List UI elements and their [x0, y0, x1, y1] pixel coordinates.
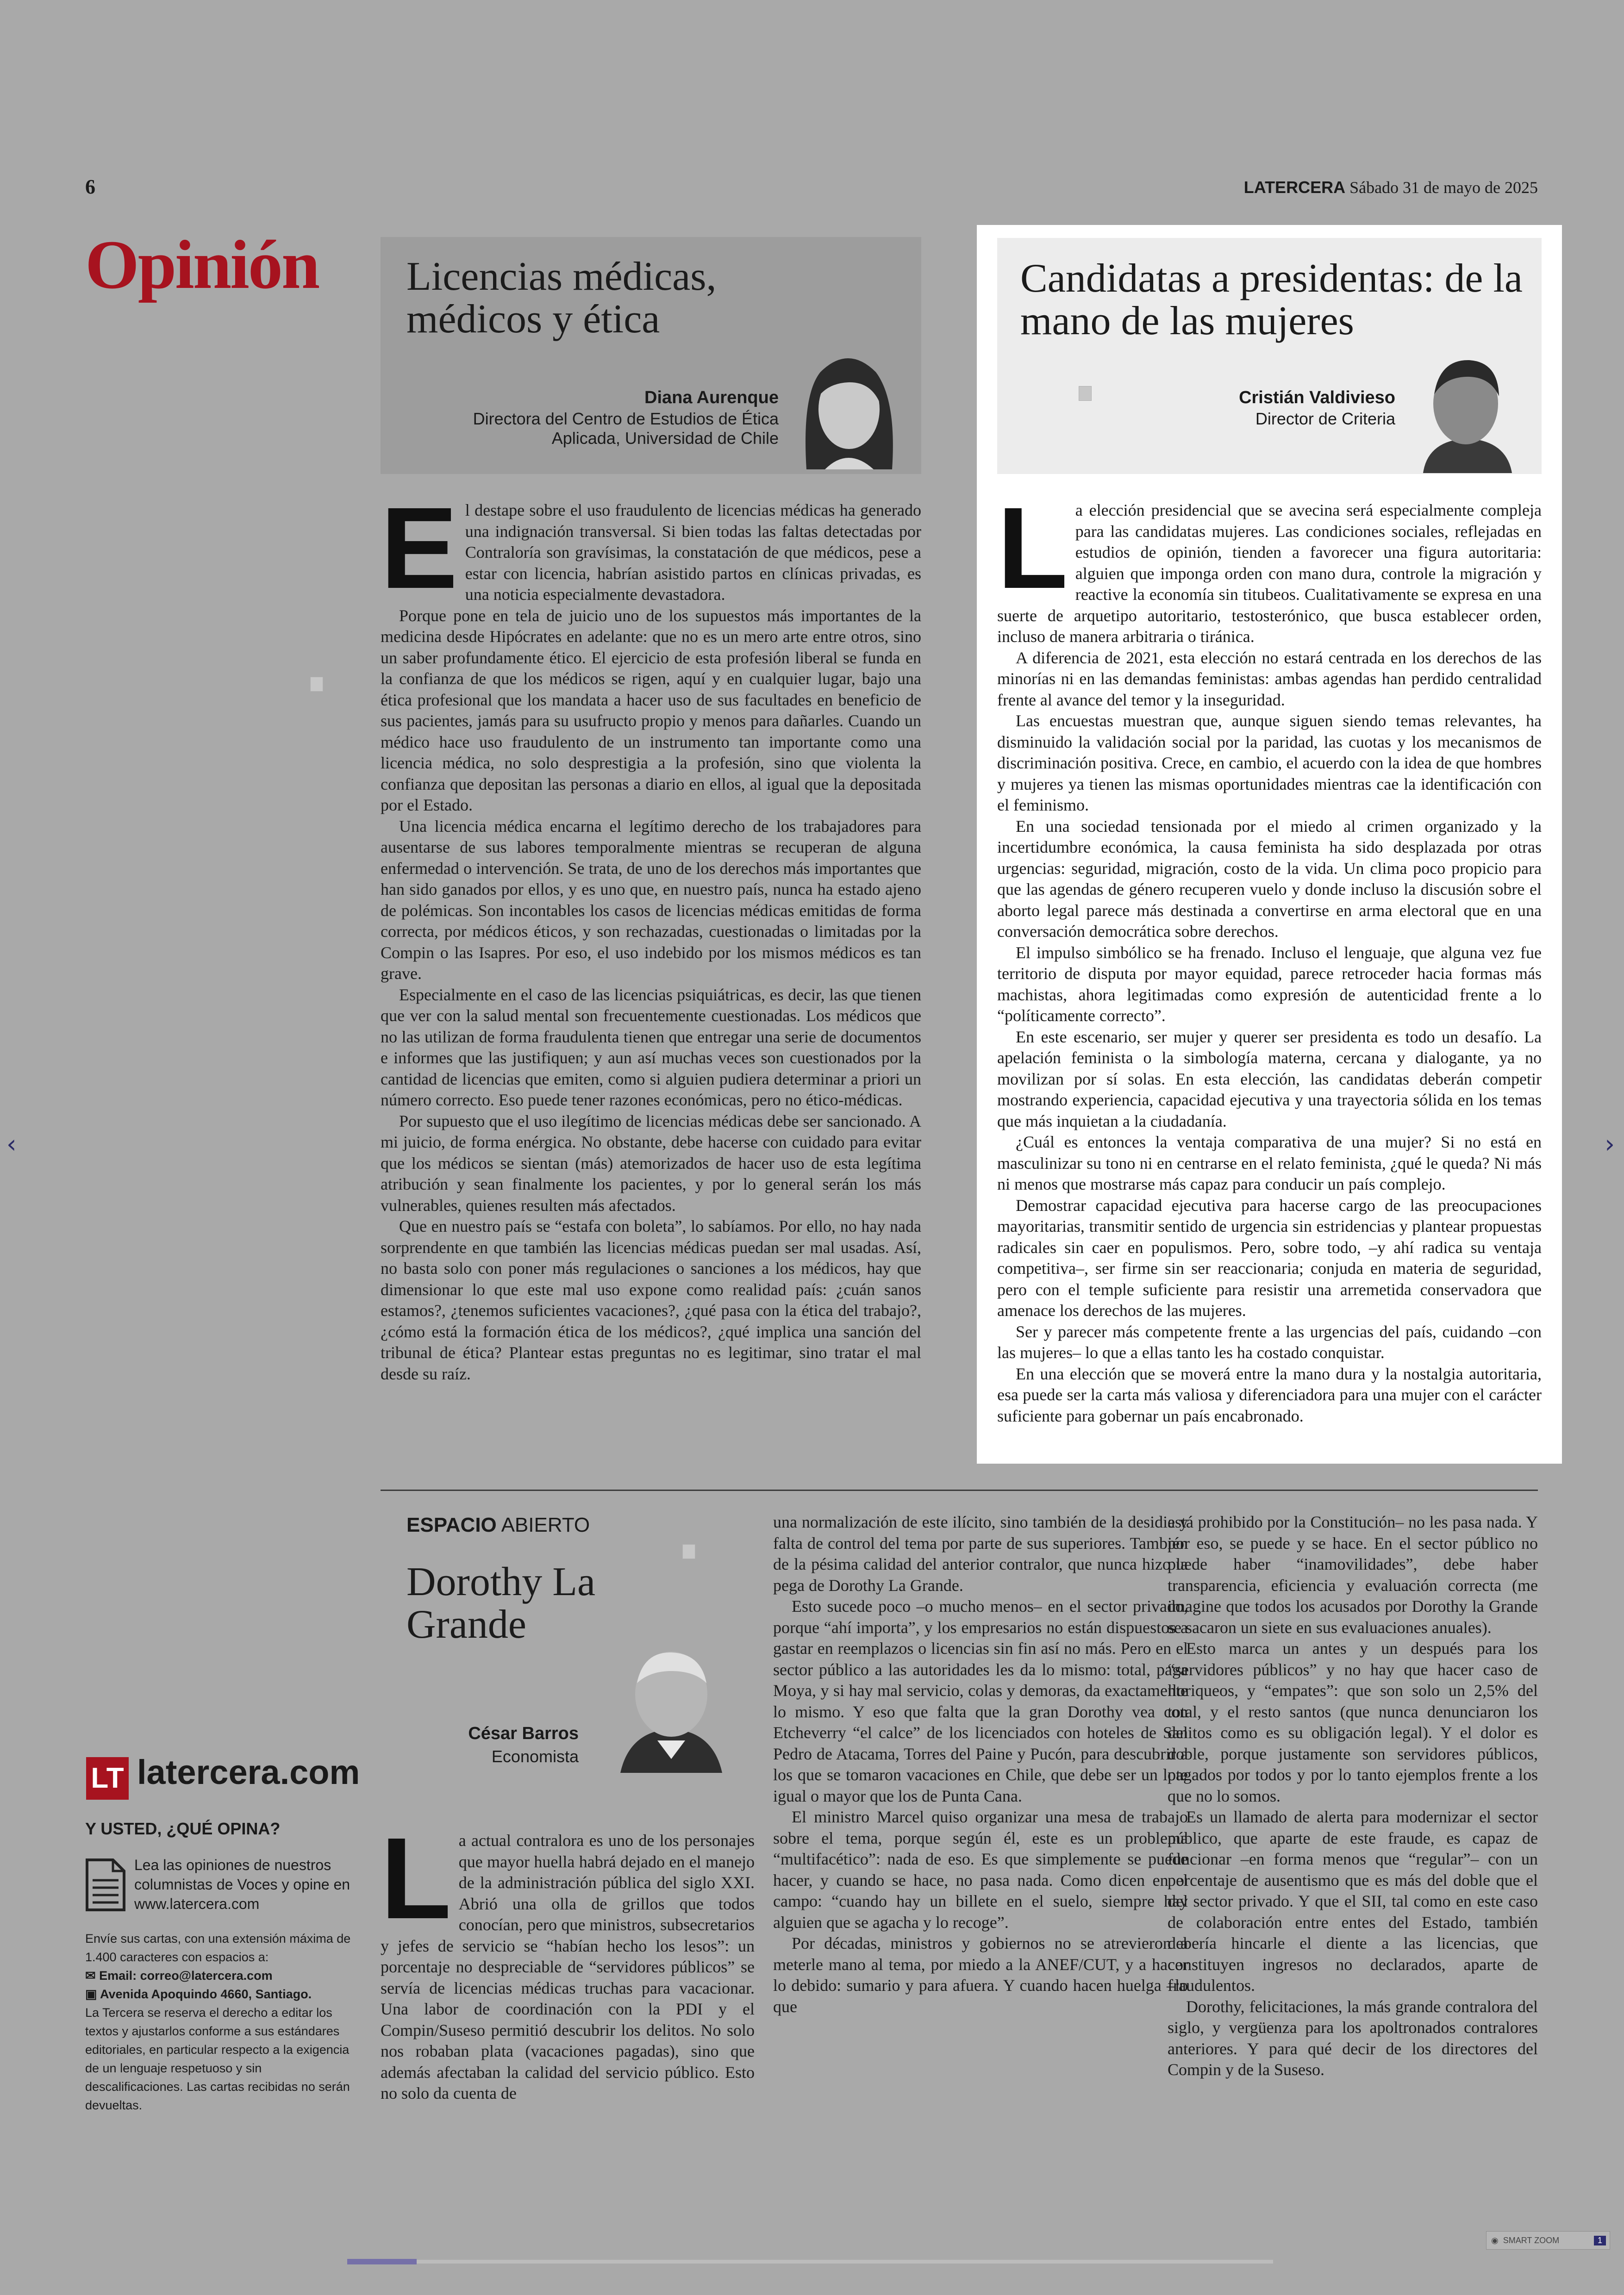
author-portrait-valdivieso — [1414, 348, 1520, 473]
article-bottom-title: Dorothy La Grande — [406, 1559, 596, 1647]
address-text: Avenida Apoquindo 4660, Santiago. — [100, 1987, 312, 2001]
opinion-heading: Y USTED, ¿QUÉ OPINA? — [85, 1819, 281, 1838]
edition-date: Sábado 31 de mayo de 2025 — [1349, 178, 1538, 197]
annotation-icon[interactable] — [682, 1544, 695, 1559]
contact-address — [85, 1985, 358, 2003]
paragraph: Esto marca un antes y un después para los “servidores públicos” y no hay que hacer caso de lloriqueos, y “empates”: que son solo un 2,5% del total, y el resto santos (que nunca denunciaron los delitos como es su obligación legal). Y el dolor es doble, porque justamente son servidores públicos, pagados por todos y por lo tanto ejemplos frente a los que no lo somos. — [1168, 1639, 1538, 1805]
article-left-body — [381, 483, 921, 1384]
annotation-icon[interactable] — [1079, 386, 1092, 401]
paragraph: a elección presidencial que se avecina será especialmente compleja para las candidatas mujeres. Las condiciones sociales, reflejadas en estudios de opinión, tienden a favorecer una figura autoritaria: alguien que imponga orden con mano dura, controle la migración y reactive la economía sin titubeos. Cualitativamente se expresa en una suerte de arquetipo autoritario, testosterónico, que busca establecer orden, incluso de manera arbitraria o tiránica. — [997, 501, 1542, 646]
article-right-body — [997, 483, 1542, 1427]
paragraph: una normalización de este ilícito, sino también de la desidia y falta de control del tema por parte de sus superiores. También de la pésima calidad del anterior contralor, que nunca hizo la pega de Dorothy La Grande. — [773, 1513, 1188, 1595]
article-left-header — [381, 237, 921, 474]
next-page-button[interactable]: › — [1605, 1129, 1615, 1159]
section-divider — [381, 1490, 1538, 1491]
paragraph: está prohibido por la Constitución– no les pasa nada. Y por eso, se puede y se hace. En el sector público no puede haber “inamovilidades”, debe haber transparencia, eficiencia y evaluación correcta (me imagine que todos los acusados por Dorothy la Grande se sacaron un siete en sus evaluaciones anuales). — [1168, 1513, 1538, 1637]
article-bottom-kicker — [406, 1514, 590, 1537]
email-text: Email: correo@latercera.com — [99, 1969, 273, 1983]
smart-zoom-count: 1 — [1594, 2236, 1606, 2245]
drop-cap: L — [997, 483, 1068, 612]
site-name: latercera.com — [137, 1753, 360, 1791]
paragraph: l destape sobre el uso fraudulento de licencias médicas ha generado una indignación transversal. Si bien todas las faltas detectadas por Contraloría son gravísimas, la constatación de que médicos, pese a estar con licencia, habrían asistido partos en clínicas privadas, es una noticia especialmente devastadora. — [465, 501, 921, 604]
paragraph: Dorothy, felicitaciones, la más grande contralora del siglo, y vergüenza para los apoltronados contralores anteriores. Y para qué decir de los directores del Compin y de la Suseso. — [1168, 1997, 1538, 2079]
sidebar-rules — [85, 1929, 358, 2114]
article-right-title: Candidatas a presidentas: de la mano de las mujeres — [1020, 256, 1523, 343]
article-left-author: Diana Aurenque — [644, 388, 779, 407]
article-right-panel[interactable] — [977, 225, 1562, 1464]
paragraph: El ministro Marcel quiso organizar una mesa de trabajo sobre el tema, porque según él, este es un problema “multifacético”: nada de eso. Es que simplemente se puede hacer, y cuando se hace, no pasa nada. Como dicen en el campo: “cuando hay un billete en el suelo, siempre hay alguien que se agacha y lo recoge”. — [773, 1808, 1188, 1932]
kicker-bold: ESPACIO — [406, 1514, 497, 1536]
article-left-author-role: Directora del Centro de Estudios de Ética Aplicada, Universidad de Chile — [473, 409, 779, 448]
smart-zoom-button[interactable] — [1486, 2231, 1610, 2250]
section-title: Opinión — [85, 226, 319, 303]
rules-disclaimer: La Tercera se reserva el derecho a editar los textos y ajustarlos conforme a sus estándares editoriales, en particular respecto a la exigencia de un lenguaje respetuoso y sin descalificaciones. Las cartas recibidas no serán devueltas. — [85, 2006, 350, 2112]
paragraph: Porque pone en tela de juicio uno de los supuestos más importantes de la medicina desde Hipócrates en adelante: que no es un mero arte entre otros, sino un saber profundamente ético. El ejercicio de esta profesión liberal se funda en la confianza de que los médicos se rigen, aquí y en cualquier lugar, bajo una ética profesional que los mandata a hacer uso de sus facultades en beneficio de sus pacientes, jamás para su usufructo propio y menos para dañarles. Cuando un médico hace uso fraudulento de un instrumento tan importante como una licencia médica, no solo desprestigia a la profesión, sino que violenta la confianza que depositan las personas a diario en ellos, al igual que la depositada por el Estado. — [381, 606, 921, 814]
article-bottom-col1 — [381, 1814, 755, 2104]
paragraph: Una licencia médica encarna el legítimo derecho de los trabajadores para ausentarse de sus labores temporalmente mientras se recuperan de alguna enfermedad o intervención. Se trata, de uno de los derechos más importantes que han sido ganados por ellos, y es uno que, en nuestro país, nunca ha estado ajeno de polémicas. Son incontables los casos de licencias médicas emitidas de forma correcta, por médicos éticos, y son rechazadas, cuestionadas o limitadas por la Compin o las Isapres. Por eso, el uso indebido por los mismos médicos es tan grave. — [381, 817, 921, 983]
article-bottom-author-role: Economista — [491, 1747, 579, 1766]
article-right-author: Cristián Valdivieso — [1239, 388, 1395, 407]
lt-logo: LT — [86, 1757, 129, 1800]
mailbox-icon: ▣ — [85, 1987, 100, 2001]
publication-name: LATERCERA — [1243, 178, 1346, 197]
paragraph: Esto sucede poco –o mucho menos– en el sector privado, porque “ahí importa”, y los empresarios no están dispuestos a gastar en reemplazos o licencias sin fin así no más. Pero en el sector público a las autoridades les da lo mismo: total, paga Moya, y si hay mal servicio, colas y demoras, da exactamente lo mismo. Y eso que falta que la gran Dorothy vea con Etcheverry “el calce” de los licenciados con hoteles de San Pedro de Atacama, Torres del Paine y Pucón, para descubrir a los que se tomaron vacaciones en Chile, que debe ser un lote igual o mayor que los de Punta Cana. — [773, 1597, 1188, 1805]
kicker-rest: ABIERTO — [501, 1514, 590, 1536]
article-right-author-role: Director de Criteria — [1255, 409, 1395, 428]
paragraph: El impulso simbólico se ha frenado. Incluso el lenguaje, que alguna vez fue territorio de disputa por mayor equidad, parece retroceder hacia formas más machistas, ahora legitimadas como expresión de autenticidad frente a lo “políticamente correcto”. — [997, 943, 1542, 1025]
page-scrollbar[interactable] — [347, 2260, 1273, 2264]
paragraph: Es un llamado de alerta para modernizar el sector público, que aparte de este fraude, es capaz de funcionar –en forma menos que “regular”– con un porcentaje de ausentismo que es más del doble que el del sector privado. Y que el SII, tal como en este caso de colaboración entre entes del Estado, también debería hincarle el diente a las licencias, que constituyen ingresos no declarados, aparte de fraudulentos. — [1168, 1808, 1538, 1995]
page-scrollbar-thumb[interactable] — [347, 2259, 417, 2264]
eye-icon: ◉ — [1491, 2235, 1499, 2245]
paragraph: Que en nuestro país se “estafa con boleta”, lo sabíamos. Por ello, no hay nada sorprendente en que también las licencias médicas puedan ser mal usadas. Así, no basta solo con poner más regulaciones o sanciones a los médicos, hay que dimensionar lo que este mal uso expone como realidad país: ¿cuán sanos estamos?, ¿tenemos suficientes vacaciones?, ¿qué pasa con la ética del trabajo?, ¿cómo está la formación ética de los médicos?, ¿qué implica una sanción del tribunal de ética? Plantear estas preguntas no es legitimar, sino tratar el mal desde su raíz. — [381, 1217, 921, 1383]
article-bottom-author: César Barros — [468, 1724, 579, 1743]
annotation-icon[interactable] — [310, 677, 323, 692]
paragraph: ¿Cuál es entonces la ventaja comparativa de una mujer? Si no está en masculinizar su tono ni en centrarse en el relato feminista, ¿qué le queda? Ni más ni menos que mostrarse más capaz para conducir un país complejo. — [997, 1133, 1542, 1193]
paragraph: Ser y parecer más competente frente a las urgencias del país, cuidando –con las mujeres– lo que a ellas tanto les ha costado conquistar. — [997, 1322, 1542, 1362]
paragraph: A diferencia de 2021, esta elección no estará centrada en los derechos de las minorías ni en las demandas feministas: ambas agendas han perdido centralidad frente al avance del temor y la inseguridad. — [997, 648, 1542, 709]
paragraph: En este escenario, ser mujer y querer ser presidenta es todo un desafío. La apelación feminista o la simbología materna, cercana y dialogante, ya no movilizan por sí solas. En esta elección, las candidatas deberán competir mostrando experiencia, capacidad ejecutiva y una trayectoria sólida en los temas que más inquietan a la ciudadanía. — [997, 1027, 1542, 1130]
page-number: 6 — [85, 175, 95, 198]
sidebar-intro: Lea las opiniones de nuestros columnistas de Voces y opine en www.latercera.com — [134, 1857, 350, 1912]
article-left-title: Licencias médicas, médicos y ética — [406, 254, 717, 342]
article-right-header — [997, 238, 1542, 474]
masthead — [1244, 178, 1538, 197]
author-portrait-barros — [611, 1639, 731, 1773]
paragraph: En una sociedad tensionada por el miedo al crimen organizado y la incertidumbre económica, la causa feminista ha sido desplazada por otras urgencias: seguridad, migración, costo de la vida. Un clima poco propicio para que las agendas de género recuperen vuelo y donde incluso la discusión sobre el aborto legal parece más destinada a convertirse en arma electoral que en una conversación democrática sobre derechos. — [997, 817, 1542, 941]
document-icon — [85, 1858, 126, 1912]
author-portrait-aurenque — [793, 340, 904, 469]
mail-icon: ✉ — [85, 1969, 100, 1983]
paragraph: Especialmente en el caso de las licencias psiquiátricas, es decir, las que tienen que ver con la salud mental son frecuentemente cuestionadas. Los médicos que no las utilizan de forma fraudulenta tienen que entregar una serie de documentos e informes que las justifiquen; y aun así muchas veces son cuestionados por la cantidad de licencias que emiten, como si alguien pudiera determinar a priori un número correcto. Eso puede tener razones económicas, pero no ético-médicas. — [381, 985, 921, 1109]
prev-page-button[interactable]: ‹ — [6, 1129, 17, 1159]
paragraph: Demostrar capacidad ejecutiva para hacerse cargo de las preocupaciones mayoritarias, transmitir sentido de urgencia sin estridencias y plantear propuestas radicales sin caer en populismos. Pero, sobre todo, –y ahí radica su ventaja competitiva–, ser firme sin ser reaccionaria; conjuda en materia de seguridad, pero con el temple suficiente para resistir una arremetida conservadora que amenace los derechos de las mujeres. — [997, 1196, 1542, 1320]
article-bottom-col2 — [773, 1512, 1188, 2017]
contact-email[interactable] — [85, 1966, 358, 1985]
article-bottom-col3 — [1168, 1512, 1538, 2081]
paragraph: Las encuestas muestran que, aunque siguen siendo temas relevantes, ha disminuido la validación social por la paridad, las cuotas y los mecanismos de discriminación positiva. Crece, en cambio, el acuerdo con la idea de que hombres y mujeres ya tienen las mismas oportunidades mientras cae la identificación con el feminismo. — [997, 711, 1542, 814]
drop-cap: E — [381, 483, 458, 612]
drop-cap: L — [381, 1814, 451, 1943]
rules-submit: Envíe sus cartas, con una extensión máxima de 1.400 caracteres con espacios a: — [85, 1932, 351, 1964]
smart-zoom-label: SMART ZOOM — [1503, 2235, 1560, 2245]
paragraph: En una elección que se moverá entre la mano dura y la nostalgia autoritaria, esa puede ser la carta más valiosa y diferenciadora para una mujer con el carácter suficiente para gobernar un país encabronado. — [997, 1364, 1542, 1425]
paragraph: Por décadas, ministros y gobiernos no se atrevieron a meterle mano al tema, por miedo a la ANEF/CUT, y a hacer lo debido: sumario y para afuera. Y cuando hacen huelga –lo que — [773, 1934, 1188, 2016]
paragraph: a actual contralora es uno de los personajes que mayor huella habrá dejado en el manejo de la administración pública del siglo XXI. Abrió una olla de grillos que todos conocían, pero que ministros, subsecretarios y jefes de servicio se “habían hecho los lesos”: un porcentaje no despreciable de “servidores públicos” se servía de licencias médicas truchas para vacacionar. Una labor de coordinación con la PDI y el Compin/Suseso permitió descubrir los delitos. No solo nos robaban plata (vacaciones pagadas), sino que además afectaban la calidad del servicio público. Esto no solo da cuenta de — [381, 1831, 755, 2102]
paragraph: Por supuesto que el uso ilegítimo de licencias médicas debe ser sancionado. A mi juicio, de forma enérgica. No obstante, debe hacerse con cuidado para evitar que los médicos se sientan (más) atemorizados de hacer uso de esta legítima atribución y sean finalmente los pacientes, y por lo general serán los más vulnerables, quienes resulten más afectados. — [381, 1111, 921, 1215]
